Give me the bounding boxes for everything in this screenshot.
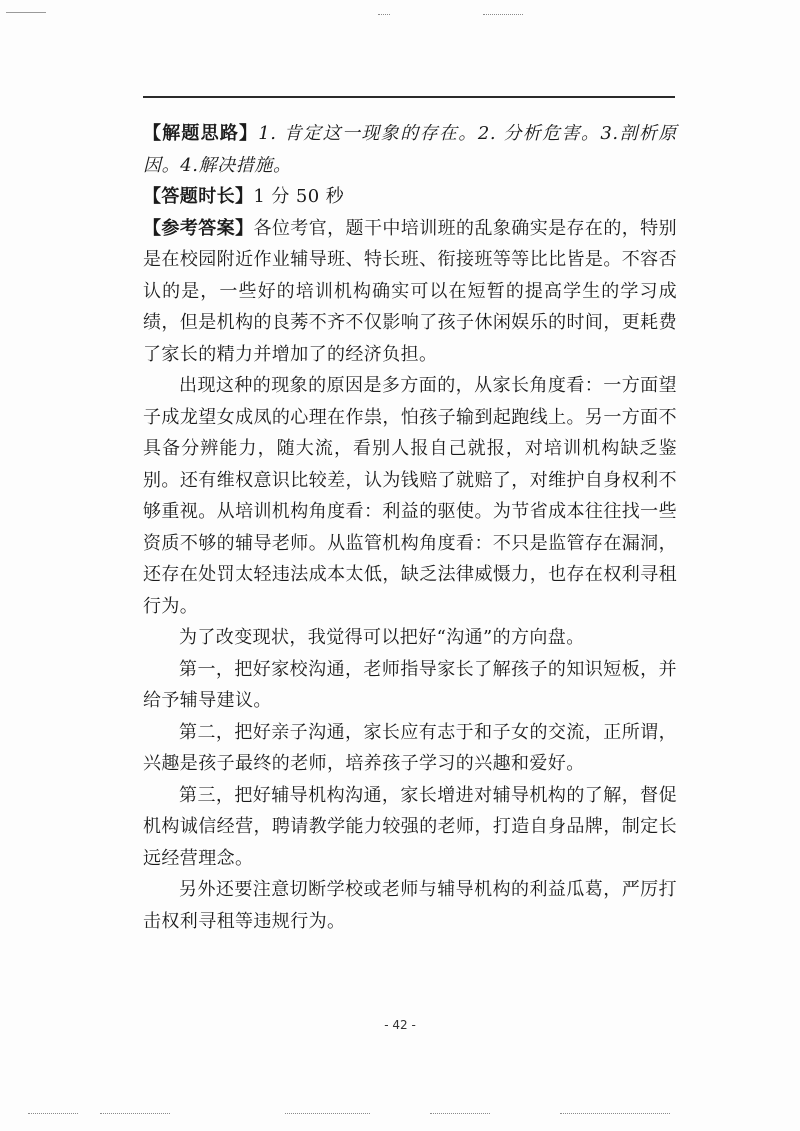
scan-artifact-top-right [483,14,523,16]
page-number: - 42 - [384,1018,416,1032]
time-label: 【答题时长】 [143,186,254,207]
approach-text: 1. 肯定这一现象的存在。2. 分析危害。3.剖析原因。4.解决措施。 [143,123,677,176]
scan-artifact-bottom-2 [100,1113,170,1115]
scan-artifact-top-center [378,14,390,16]
scan-artifact-bottom-5 [560,1113,670,1115]
paragraph-causes: 出现这种的现象的原因是多方面的，从家长角度看：一方面望子成龙望女成凤的心理在作祟，怕孩子输到起跑线上。另一方面不具备分辨能力，随大流，看别人报自己就报，对培训机构缺乏鉴别。还有维权意识比较差，认为钱赔了就赔了，对维护自身权利不够重视。从培训机构角度看：利益的驱使。为节省成本往往找一些资质不够的辅导老师。从监管机构角度看：不只是监管存在漏洞，还存在处罚太轻违法成本太低，缺乏法律威慑力，也存在权利寻租行为。 [143,375,677,617]
approach-label: 【解题思路】 [143,123,259,144]
paragraph-second: 第二，把好亲子沟通，家长应有志于和子女的交流，正所谓，兴趣是孩子最终的老师，培养孩子学习的兴趣和爱好。 [143,721,677,774]
answer-intro: 各位考官，题干中培训班的乱象确实是存在的，特别是在校园附近作业辅导班、特长班、衔接班等等比比皆是。不容否认的是，一些好的培训机构确实可以在短暂的提高学生的学习成绩，但是机构的良莠不齐不仅影响了孩子休闲娱乐的时间，更耗费了家长的精力并增加了的经济负担。 [143,217,677,365]
paragraph-conclusion: 另外还要注意切断学校或老师与辅导机构的利益瓜葛，严厉打击权利寻租等违规行为。 [143,879,677,932]
answer-intro-line [143,213,677,371]
scan-artifact-bottom-3 [285,1113,370,1115]
scan-artifact-top-left [6,12,46,13]
scan-artifact-bottom-1 [28,1113,78,1115]
header-rule [143,96,675,98]
time-text: 1 分 50 秒 [253,186,345,207]
time-line [143,181,677,213]
answer-content [143,118,677,937]
scan-artifact-bottom-4 [430,1113,490,1115]
approach-line [143,118,677,181]
answer-label: 【参考答案】 [143,217,254,239]
paragraph-solution-intro: 为了改变现状，我觉得可以把好“沟通”的方向盘。 [179,627,585,648]
paragraph-third: 第三，把好辅导机构沟通，家长增进对辅导机构的了解，督促机构诚信经营，聘请教学能力较强的老师，打造自身品牌，制定长远经营理念。 [143,784,677,869]
paragraph-first: 第一，把好家校沟通，老师指导家长了解孩子的知识短板，并给予辅导建议。 [143,658,677,711]
